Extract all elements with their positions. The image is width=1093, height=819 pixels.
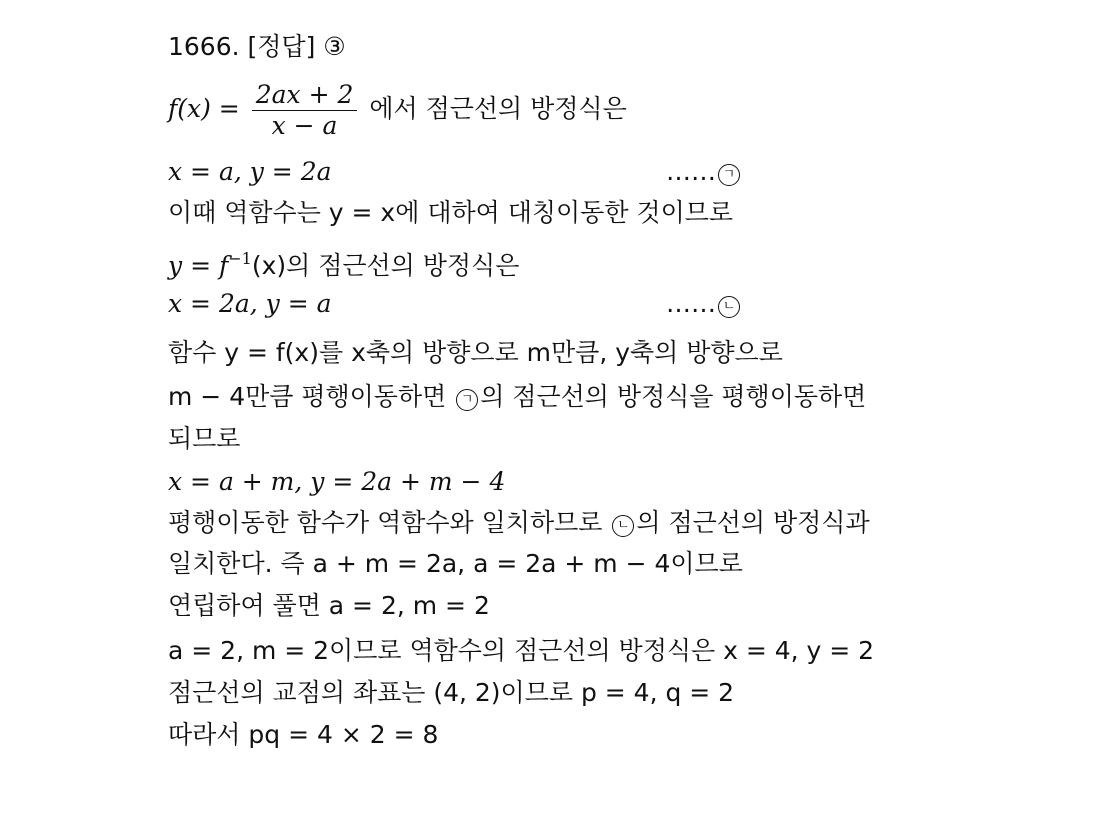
circle-label-ref-2: ㄴ — [612, 515, 634, 537]
translation-amount: m − 4만큼 평행이동하면 — [168, 382, 447, 411]
inverse-asymptote-text: (x)의 점근선의 방정식은 — [251, 251, 520, 280]
translated-asymptotes: x = a + m, y = 2a + m − 4 — [168, 467, 506, 496]
inverse-exponent: −1 — [228, 249, 252, 268]
function-lhs: f(x) = — [168, 94, 240, 123]
inverse-asymptote-line — [168, 244, 519, 281]
equation-marker-1 — [666, 157, 742, 187]
translation-text-1: 함수 y = f(x)를 x축의 방향으로 m만큼, y축의 방향으로 — [168, 338, 783, 367]
equation-marker-2 — [666, 289, 742, 319]
match-inverse-part-1: 평행이동한 함수가 역함수와 일치하므로 — [168, 508, 603, 537]
marker-dots: …… — [666, 157, 716, 186]
translation-text-2 — [168, 382, 866, 412]
match-inverse-part-2: 의 점근선의 방정식과 — [636, 508, 870, 537]
translation-text-3: 되므로 — [168, 424, 241, 453]
fraction-numerator: 2ax + 2 — [255, 80, 354, 109]
fraction-denominator: x − a — [271, 111, 338, 140]
inverse-function-expr: y = f — [168, 251, 229, 280]
asymptote-intro-text: 에서 점근선의 방정식은 — [369, 94, 627, 123]
match-inverse-text — [168, 508, 870, 538]
circle-label-2: ㄴ — [718, 296, 740, 318]
translation-continued: 의 점근선의 방정식을 평행이동하면 — [480, 382, 867, 411]
inverse-function-text: 이때 역함수는 y = x에 대하여 대칭이동한 것이므로 — [168, 198, 734, 227]
circle-label-ref-1: ㄱ — [456, 389, 478, 411]
marker-dots: …… — [666, 289, 716, 318]
system-equations-text: 일치한다. 즉 a + m = 2a, a = 2a + m − 4이므로 — [168, 549, 743, 578]
circle-label-1: ㄱ — [718, 164, 740, 186]
function-definition-line — [168, 80, 627, 141]
asymptote-equation-2: x = 2a, y = a — [168, 289, 332, 318]
asymptote-equation-1: x = a, y = 2a — [168, 157, 332, 186]
inverse-asymptote-result: a = 2, m = 2이므로 역함수의 점근선의 방정식은 x = 4, y = 2 — [168, 636, 875, 665]
solve-system-text: 연립하여 풀면 a = 2, m = 2 — [168, 591, 490, 620]
final-answer: 따라서 pq = 4 × 2 = 8 — [168, 720, 439, 749]
fraction — [252, 80, 358, 141]
intersection-point-text: 점근선의 교점의 좌표는 (4, 2)이므로 p = 4, q = 2 — [168, 678, 735, 707]
problem-header: 1666. [정답] ③ — [168, 32, 346, 61]
